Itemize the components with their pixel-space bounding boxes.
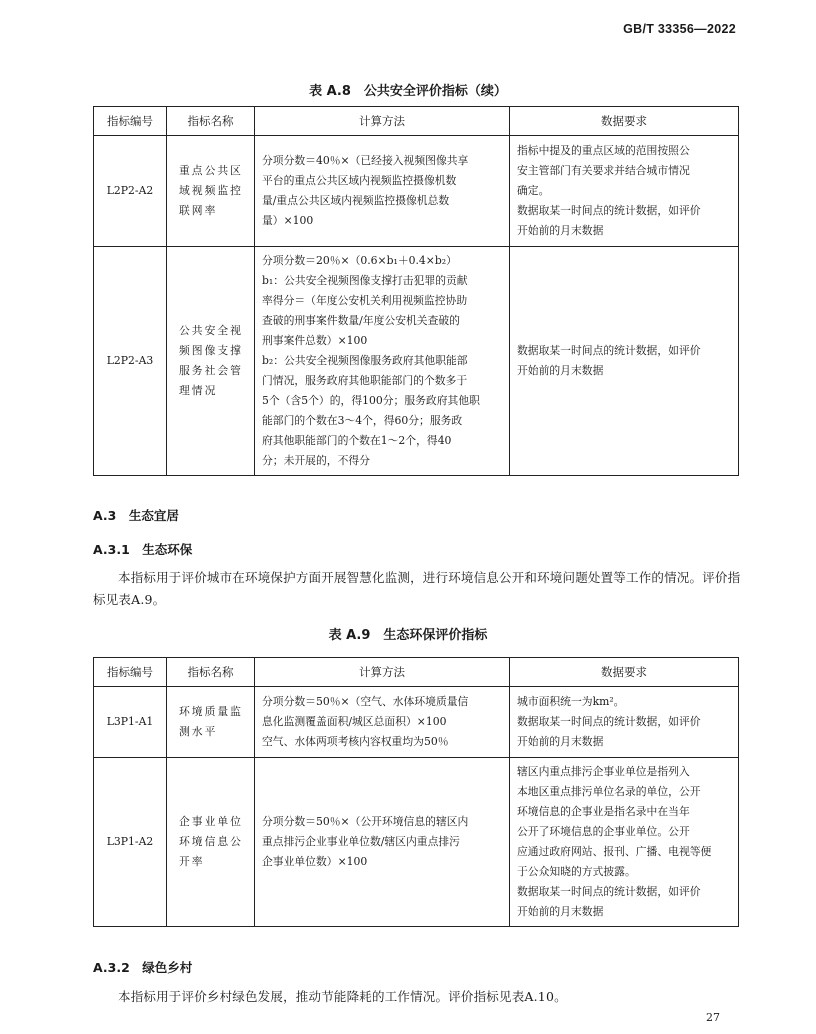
calculation-method-line: 府其他职能部门的个数在1～2个，得40 <box>262 434 452 447</box>
table-row <box>94 687 739 758</box>
data-requirement-line: 数据取某一时间点的统计数据，如评价 <box>517 344 701 357</box>
data-requirement <box>510 247 739 476</box>
col-header-name: 指标名称 <box>167 107 255 136</box>
calculation-method-line: 空气、水体两项考核内容权重均为50％ <box>262 735 449 748</box>
data-requirement-line: 开始前的月末数据 <box>517 224 604 237</box>
indicator-name: 重点公共区域视频监控联网率 <box>167 136 255 247</box>
calculation-method-line: 分项分数＝20％×（0.6×b₁＋0.4×b₂） <box>262 254 457 267</box>
col-header-method: 计算方法 <box>255 658 510 687</box>
data-requirement-line: 数据取某一时间点的统计数据，如评价 <box>517 885 701 898</box>
data-requirement-line: 于公众知晓的方式披露。 <box>517 865 636 878</box>
calculation-method-line: 率得分＝（年度公安机关利用视频监控协助 <box>262 294 468 307</box>
data-requirement-line: 数据取某一时间点的统计数据，如评价 <box>517 204 701 217</box>
col-header-code: 指标编号 <box>94 658 167 687</box>
table-header-row <box>94 107 739 136</box>
calculation-method <box>255 758 510 927</box>
table-header-row <box>94 658 739 687</box>
indicator-name: 企事业单位环境信息公开率 <box>167 758 255 927</box>
col-header-code: 指标编号 <box>94 107 167 136</box>
calculation-method-line: 分项分数＝40％×（已经接入视频图像共享 <box>262 154 469 167</box>
calculation-method-line: b₂：公共安全视频图像服务政府其他职能部 <box>262 354 468 367</box>
data-requirement-line: 开始前的月末数据 <box>517 735 604 748</box>
calculation-method <box>255 136 510 247</box>
calculation-method-line: 量）×100 <box>262 214 314 227</box>
table-row <box>94 136 739 247</box>
data-requirement-line: 安主管部门有关要求并结合城市情况 <box>517 164 690 177</box>
data-requirement-line: 本地区重点排污单位名录的单位，公开 <box>517 785 701 798</box>
table-a9 <box>93 657 739 927</box>
data-requirement-line: 指标中提及的重点区域的范围按照公 <box>517 144 690 157</box>
page-number: 27 <box>706 1011 720 1024</box>
calculation-method <box>255 247 510 476</box>
table-row <box>94 247 739 476</box>
indicator-code: L3P1-A1 <box>94 687 167 758</box>
calculation-method-line: 分项分数＝50％×（公开环境信息的辖区内 <box>262 815 469 828</box>
indicator-code: L2P2-A3 <box>94 247 167 476</box>
calculation-method-line: 分；未开展的，不得分 <box>262 454 370 467</box>
data-requirement-line: 开始前的月末数据 <box>517 905 604 918</box>
table-row <box>94 758 739 927</box>
col-header-data: 数据要求 <box>510 107 739 136</box>
data-requirement-line: 应通过政府网站、报刊、广播、电视等便 <box>517 845 712 858</box>
col-header-data: 数据要求 <box>510 658 739 687</box>
col-header-method: 计算方法 <box>255 107 510 136</box>
data-requirement-line: 确定。 <box>517 184 550 197</box>
calculation-method-line: 分项分数＝50％×（空气、水体环境质量信 <box>262 695 469 708</box>
table-a9-caption: 表 A.9 生态环保评价指标 <box>328 628 488 643</box>
data-requirement-line: 城市面积统一为km²。 <box>517 695 625 708</box>
calculation-method-line: 平台的重点公共区域内视频监控摄像机数 <box>262 174 457 187</box>
col-header-name: 指标名称 <box>167 658 255 687</box>
calculation-method-line: 重点排污企业事业单位数/辖区内重点排污 <box>262 835 460 848</box>
data-requirement <box>510 136 739 247</box>
data-requirement-line: 公开了环境信息的企事业单位。公开 <box>517 825 690 838</box>
data-requirement <box>510 758 739 927</box>
indicator-name: 公共安全视频图像支撑服务社会管理情况 <box>167 247 255 476</box>
section-a31-paragraph: 本指标用于评价城市在环境保护方面开展智慧化监测，进行环境信息公开和环境问题处置等工作的情况。评价指标见表A.9。 <box>93 570 741 607</box>
data-requirement-line: 数据取某一时间点的统计数据，如评价 <box>517 715 701 728</box>
calculation-method-line: 量/重点公共区域内视频监控摄像机总数 <box>262 194 450 207</box>
data-requirement-line: 环境信息的企事业是指名录中在当年 <box>517 805 690 818</box>
table-a8-caption: 表 A.8 公共安全评价指标（续） <box>309 84 507 99</box>
data-requirement-line: 辖区内重点排污企事业单位是指列入 <box>517 765 690 778</box>
section-a31-heading: A.3.1 生态环保 <box>93 542 193 557</box>
calculation-method-line: 企事业单位数）×100 <box>262 855 368 868</box>
section-a32-paragraph: 本指标用于评价乡村绿色发展，推动节能降耗的工作情况。评价指标见表A.10。 <box>118 989 567 1004</box>
section-a32-heading: A.3.2 绿色乡村 <box>93 960 193 975</box>
calculation-method-line: 刑事案件总数）×100 <box>262 334 368 347</box>
calculation-method-line: 5个（含5个）的，得100分；服务政府其他职 <box>262 394 480 407</box>
data-requirement <box>510 687 739 758</box>
data-requirement-line: 开始前的月末数据 <box>517 364 604 377</box>
calculation-method-line: 息化监测覆盖面积/城区总面积）×100 <box>262 715 447 728</box>
indicator-code: L3P1-A2 <box>94 758 167 927</box>
calculation-method-line: 查破的刑事案件数量/年度公安机关查破的 <box>262 314 460 327</box>
section-a3-heading: A.3 生态宜居 <box>93 508 179 523</box>
indicator-name: 环境质量监测水平 <box>167 687 255 758</box>
calculation-method-line: 门情况，服务政府其他职能部门的个数多于 <box>262 374 468 387</box>
table-a8 <box>93 106 739 476</box>
calculation-method <box>255 687 510 758</box>
calculation-method-line: 能部门的个数在3～4个，得60分；服务政 <box>262 414 463 427</box>
calculation-method-line: b₁：公共安全视频图像支撑打击犯罪的贡献 <box>262 274 468 287</box>
standard-number: GB/T 33356—2022 <box>623 22 736 36</box>
indicator-code: L2P2-A2 <box>94 136 167 247</box>
